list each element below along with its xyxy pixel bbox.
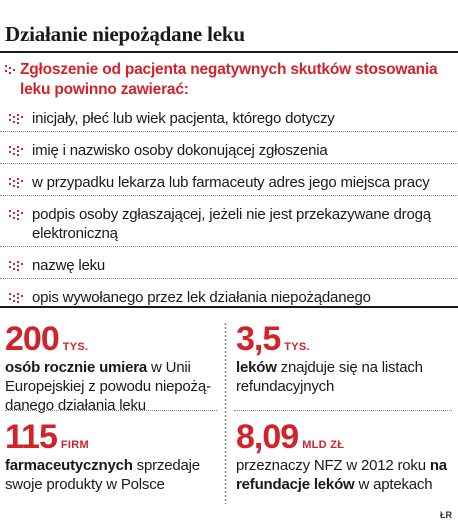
list-divider (0, 278, 458, 285)
stat-bold-text: osób rocznie umiera (5, 359, 148, 376)
list-item-text: nazwę leku (32, 257, 106, 274)
dot-grid-icon (9, 293, 23, 304)
list-item (0, 170, 458, 195)
dot-grid-icon (9, 261, 23, 272)
stat-unit: MLD ZŁ (302, 439, 345, 451)
list-item-text: opis wywołanego przez lek działania niepożądanego (32, 289, 371, 306)
stat-description (5, 358, 220, 415)
stat-deaths (5, 322, 220, 415)
section-rule (0, 306, 458, 308)
stat-firms (5, 420, 220, 494)
stat-text: znajduje się na listach refundacyjnych (236, 359, 423, 395)
list-item-text: imię i nazwisko osoby dokonującej zgłoszenia (32, 142, 328, 159)
top-rule (0, 51, 458, 53)
horizontal-divider (234, 410, 452, 412)
list-item-text: inicjały, płeć lub wiek pacjenta, którego dotyczy (32, 110, 335, 127)
list-item (0, 138, 458, 163)
list-item-text: podpis osoby zgłaszającej, jeżeli nie jest przekazywane drogą elektroniczną (32, 206, 431, 242)
stat-number: 3,5 (236, 320, 281, 358)
stat-description (236, 456, 451, 494)
dot-grid-icon (5, 65, 19, 77)
stat-bold-text: farmaceutycznych (5, 457, 133, 474)
infographic-title: Działanie niepożądane leku (5, 22, 245, 46)
stat-text: w Unii Europejskiej z powodu niepożądanego działania leku (5, 359, 211, 414)
stat-text: w aptekach (354, 476, 433, 493)
stat-unit: TYS. (62, 341, 89, 353)
stat-drugs (236, 322, 451, 396)
dot-grid-icon (9, 178, 23, 189)
stat-bold-text: leków (236, 359, 277, 376)
list-divider (0, 246, 458, 253)
stat-text: sprzedaje swoje produkty w Polsce (5, 457, 200, 493)
stat-unit: TYS. (284, 341, 310, 353)
dot-grid-icon (9, 210, 23, 221)
vertical-divider (224, 322, 227, 504)
stat-unit: FIRM (60, 439, 89, 451)
stat-number: 8,09 (236, 418, 299, 456)
list-divider (0, 195, 458, 202)
author-signature: ŁR (440, 510, 452, 520)
stat-number: 115 (5, 418, 57, 456)
requirements-list (0, 106, 458, 310)
list-divider (0, 131, 458, 138)
list-item (0, 106, 458, 131)
list-item-text: w przypadku lekarza lub farmaceuty adres jego miejsca pracy (32, 174, 430, 191)
stat-description (5, 456, 220, 494)
list-divider (0, 163, 458, 170)
stat-number: 200 (5, 320, 59, 358)
stat-bold-text: na refundacje leków (236, 457, 447, 493)
stat-description (236, 358, 451, 396)
list-item (0, 202, 458, 246)
dot-grid-icon (9, 146, 23, 157)
stat-text: przeznaczy NFZ w 2012 roku (236, 457, 430, 474)
dot-grid-icon (9, 114, 23, 125)
lead-text: Zgłoszenie od pacjenta negatywnych skutków stosowania leku powinno zawierać: (20, 61, 438, 98)
stat-refund (236, 420, 451, 494)
list-item (0, 253, 458, 278)
horizontal-divider (5, 410, 217, 412)
